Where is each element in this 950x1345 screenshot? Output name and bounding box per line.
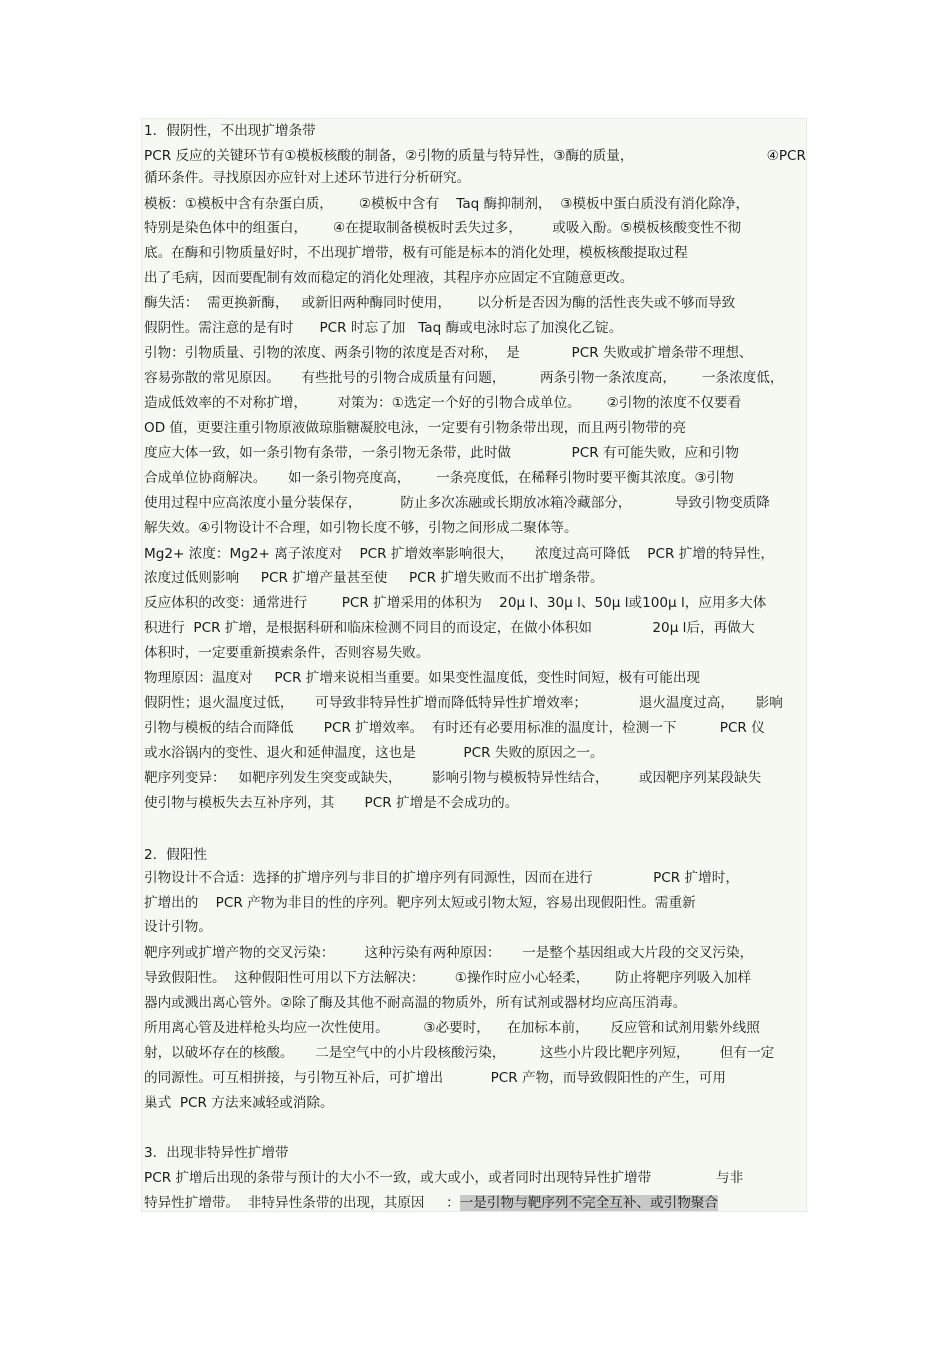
paragraph-line: 容易弥散的常见原因。 有些批号的引物合成质量有问题， 两条引物一条浓度高， 一条浓度低，: [144, 370, 784, 386]
section-2-heading: 2．假阳性: [144, 847, 208, 863]
paragraph-line: 射，以破坏存在的核酸。 二是空气中的小片段核酸污染， 这些小片段比靶序列短， 但有一定: [144, 1045, 775, 1061]
paragraph-line: 假阴性；退火温度过低， 可导致非特异性扩增而降低特异性扩增效率； 退火温度过高， 影响: [144, 695, 783, 711]
paragraph-line: 使用过程中应高浓度小量分装保存， 防止多次冻融或长期放冰箱冷藏部分， 导致引物变质降: [144, 495, 770, 511]
paragraph-line: OD 值，更要注重引物原液做琼脂糖凝胶电泳，一定要有引物条带出现，而且两引物带的亮: [144, 420, 687, 436]
paragraph-line: PCR 反应的关键环节有①模板核酸的制备，②引物的质量与特异性，③酶的质量，: [144, 148, 634, 164]
paragraph-line: 所用离心管及进样枪头均应一次性使用。 ③必要时， 在加标本前， 反应管和试剂用紫外线照: [144, 1020, 760, 1036]
paragraph-line: PCR 扩增后出现的条带与预计的大小不一致，或大或小，或者同时出现特异性扩增带 与非: [144, 1170, 744, 1186]
highlighted-text: 一是引物与靶序列不完全互补、或引物聚合: [459, 1195, 718, 1211]
paragraph-line: 引物设计不合适：选择的扩增序列与非目的扩增序列有同源性，因而在进行 PCR 扩增时，: [144, 870, 739, 886]
paragraph-line: 度应大体一致，如一条引物有条带，一条引物无条带，此时做 PCR 有可能失败，应和引物: [144, 445, 739, 461]
paragraph-text: 特异性扩增带。 非特异性条带的出现，其原因 ：: [144, 1195, 460, 1211]
paragraph-line: 靶序列或扩增产物的交叉污染： 这种污染有两种原因： 一是整个基因组或大片段的交叉污染，: [144, 945, 754, 961]
paragraph-line: 模板：①模板中含有杂蛋白质， ②模板中含有 Taq 酶抑制剂， ③模板中蛋白质没有消化除净，: [144, 196, 750, 212]
paragraph-line: 特别是染色体中的组蛋白， ④在提取制备模板时丢失过多， 或吸入酚。⑤模板核酸变性不彻: [144, 220, 742, 236]
paragraph-line: 酶失活： 需更换新酶， 或新旧两种酶同时使用， 以分析是否因为酶的活性丧失或不够而导致: [144, 295, 736, 311]
paragraph-line: 设计引物。: [144, 919, 212, 935]
paragraph-line: 浓度过低则影响 PCR 扩增产量甚至使 PCR 扩增失败而不出扩增条带。: [144, 570, 604, 586]
paragraph-line: 使引物与模板失去互补序列，其 PCR 扩增是不会成功的。: [144, 795, 519, 811]
paragraph-line: 合成单位协商解决。 如一条引物亮度高， 一条亮度低，在稀释引物时要平衡其浓度。③引物: [144, 470, 734, 486]
paragraph-line-right: ④PCR: [766, 148, 806, 164]
paragraph-line: 或水浴锅内的变性、退火和延伸温度，这也是 PCR 失败的原因之一。: [144, 745, 604, 761]
paragraph-line: 体积时，一定要重新摸索条件，否则容易失败。: [144, 645, 430, 661]
paragraph-line: 扩增出的 PCR 产物为非目的性的序列。靶序列太短或引物太短，容易出现假阳性。需重新: [144, 895, 696, 911]
section-3-heading: 3．出现非特异性扩增带: [144, 1145, 289, 1161]
paragraph-line: 循环条件。寻找原因亦应针对上述环节进行分析研究。: [144, 170, 471, 186]
paragraph-line: 引物：引物质量、引物的浓度、两条引物的浓度是否对称， 是 PCR 失败或扩增条带不理想、: [144, 345, 753, 361]
paragraph-line: 导致假阳性。 这种假阳性可用以下方法解决： ①操作时应小心轻柔， 防止将靶序列吸入加样: [144, 970, 752, 986]
paragraph-line: 积进行 PCR 扩增，是根据科研和临床检测不同目的而设定，在做小体积如 20μ l后，再做大: [144, 620, 755, 636]
paragraph-line: 器内或溅出离心管外。②除了酶及其他不耐高温的物质外，所有试剂或器材均应高压消毒。: [144, 995, 687, 1011]
paragraph-line: 反应体积的改变：通常进行 PCR 扩增采用的体积为 20μ l、30μ l、50μ l或100μ l，应用多大体: [144, 595, 767, 611]
paragraph-line: 靶序列变异： 如靶序列发生突变或缺失， 影响引物与模板特异性结合， 或因靶序列某段缺失: [144, 770, 762, 786]
paragraph-line: 出了毛病，因而要配制有效而稳定的消化处理液，其程序亦应固定不宜随意更改。: [144, 270, 634, 286]
paragraph-line: Mg2+ 浓度：Mg2+ 离子浓度对 PCR 扩增效率影响很大， 浓度过高可降低 PCR 扩增的特异性，: [144, 546, 774, 562]
paragraph-line: 解失效。④引物设计不合理，如引物长度不够，引物之间形成二聚体等。: [144, 520, 578, 536]
document-page: [141, 118, 807, 1212]
paragraph-line: 巢式 PCR 方法来减轻或消除。: [144, 1095, 334, 1111]
paragraph-line: 引物与模板的结合而降低 PCR 扩增效率。 有时还有必要用标准的温度计，检测一下 PCR 仪: [144, 720, 765, 736]
paragraph-line: 假阴性。需注意的是有时 PCR 时忘了加 Taq 酶或电泳时忘了加溴化乙锭。: [144, 320, 623, 336]
paragraph-line: 物理原因：温度对 PCR 扩增来说相当重要。如果变性温度低，变性时间短，极有可能出现: [144, 670, 701, 686]
paragraph-line: 底。在酶和引物质量好时，不出现扩增带，极有可能是标本的消化处理，模板核酸提取过程: [144, 245, 688, 261]
paragraph-line: [144, 1192, 718, 1212]
paragraph-line: 造成低效率的不对称扩增， 对策为：①选定一个好的引物合成单位。 ②引物的浓度不仅要看: [144, 395, 742, 411]
paragraph-line: 的同源性。可互相拼接，与引物互补后，可扩增出 PCR 产物，而导致假阳性的产生，可用: [144, 1070, 726, 1086]
section-1-heading: 1．假阴性，不出现扩增条带: [144, 123, 316, 139]
